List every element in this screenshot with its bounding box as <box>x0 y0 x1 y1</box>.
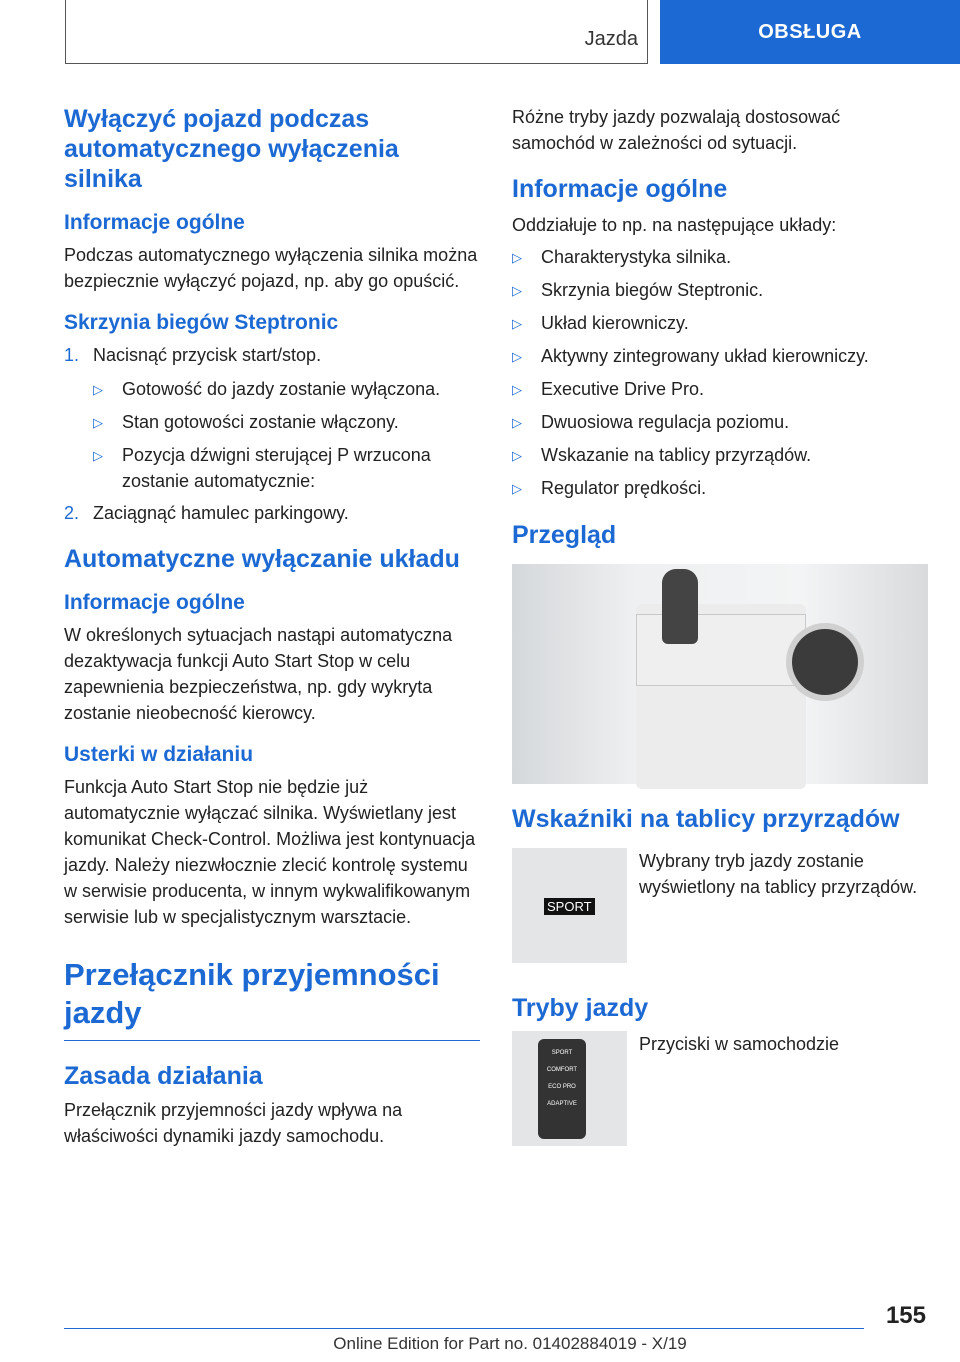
gear-lever <box>662 569 698 644</box>
list-item: ▷ Pozycja dźwigni sterującej P wrzucona zostanie automatycznie: <box>93 442 480 494</box>
list-item: ▷ Regulator prędkości. <box>512 475 928 502</box>
triangle-bullet-icon: ▷ <box>512 316 522 331</box>
heading-switch-off: Wyłączyć pojazd podczas automatycznego wyłączenia silnika <box>64 105 399 193</box>
step-2 <box>64 500 480 526</box>
paragraph-buttons: Przyciski w samochodzie <box>639 1034 840 1054</box>
systems-list <box>512 244 928 502</box>
mode-sport-label: SPORT <box>551 1050 573 1056</box>
header-frame <box>65 0 648 64</box>
heading-general-info-right: Informacje ogólne <box>512 175 728 203</box>
triangle-bullet-icon: ▷ <box>512 283 522 298</box>
section-divider <box>64 1040 480 1041</box>
heading-overview: Przegląd <box>512 521 617 549</box>
footer-edition: Online Edition for Part no. 01402884019 - X/19 <box>333 1334 687 1353</box>
instrument-display-row <box>512 848 928 963</box>
paragraph-instrument-display: Wybrany tryb jazdy zostanie wyświetlony na tablicy przyrządów. <box>639 851 918 897</box>
footer-divider <box>64 1328 864 1329</box>
mode-buttons-image <box>512 1031 627 1146</box>
triangle-bullet-icon: ▷ <box>512 349 522 364</box>
list-item: ▷ Dwuosiowa regulacja poziomu. <box>512 409 928 436</box>
step-number: 1. <box>64 345 80 365</box>
list-item: ▷ Charakterystyka silnika. <box>512 244 928 271</box>
paragraph-auto-deactivation: W określonych sytuacjach nastąpi automatyczna dezaktywacja funkcji Auto Start Stop w celu zapewnienia bezpieczeństwa, np. gdy wykryta zostanie nieobecność kierowcy. <box>64 625 453 723</box>
list-item: ▷ Stan gotowości zostanie włączony. <box>93 409 480 436</box>
triangle-bullet-icon: ▷ <box>512 250 522 265</box>
controller-knob <box>792 629 858 695</box>
mode-adaptive-label: ADAPTIVE <box>547 1101 577 1107</box>
step-1-bullets <box>64 376 480 494</box>
mode-button-strip <box>538 1039 586 1139</box>
triangle-bullet-icon: ▷ <box>512 415 522 430</box>
right-column <box>512 104 928 1176</box>
list-item: ▷ Układ kierowniczy. <box>512 310 928 337</box>
driving-modes-row <box>512 1031 928 1146</box>
sport-badge: SPORT <box>544 898 595 915</box>
heading-general-info: Informacje ogólne <box>64 211 245 234</box>
heading-auto-deactivation: Automatyczne wyłączanie układu <box>64 545 460 573</box>
paragraph-general-info: Podczas automatycznego wyłączenia silnika można bezpiecznie wyłączyć pojazd, np. aby go opuścić. <box>64 245 478 291</box>
sport-display-image <box>512 848 627 963</box>
section-title: Jazda <box>584 28 638 50</box>
step-text: Zaciągnąć hamulec parkingowy. <box>93 503 349 523</box>
heading-steptronic: Skrzynia biegów Steptronic <box>64 311 339 334</box>
list-item: ▷ Wskazanie na tablicy przyrządów. <box>512 442 928 469</box>
triangle-bullet-icon: ▷ <box>93 415 103 430</box>
triangle-bullet-icon: ▷ <box>512 382 522 397</box>
left-column <box>64 104 480 1155</box>
list-item: ▷ Aktywny zintegrowany układ kierowniczy. <box>512 343 928 370</box>
list-item: ▷ Skrzynia biegów Steptronic. <box>512 277 928 304</box>
paragraph-intro: Różne tryby jazdy pozwalają dostosować samochód w zależności od sytuacji. <box>512 107 841 153</box>
mode-ecopro-label: ECO PRO <box>548 1084 576 1090</box>
paragraph-principle: Przełącznik przyjemności jazdy wpływa na właściwości dynamiki jazdy samochodu. <box>64 1100 403 1146</box>
page-number: 155 <box>885 1302 926 1329</box>
heading-instrument-display: Wskaźniki na tablicy przyrządów <box>512 805 900 833</box>
heading-driving-modes: Tryby jazdy <box>512 994 649 1022</box>
center-console-photo <box>512 564 928 784</box>
triangle-bullet-icon: ▷ <box>512 481 522 496</box>
triangle-bullet-icon: ▷ <box>512 448 522 463</box>
triangle-bullet-icon: ▷ <box>93 382 103 397</box>
paragraph-affects: Oddziałuje to np. na następujące układy: <box>512 215 837 235</box>
chapter-tab[interactable]: OBSŁUGA <box>660 0 960 64</box>
triangle-bullet-icon: ▷ <box>93 448 103 463</box>
paragraph-malfunction: Funkcja Auto Start Stop nie będzie już automatycznie wyłączać silnika. Wyświetlany jest komunikat Check-Control. Możliwa jest kontynuacja jazdy. Należy niezwłocznie zlecić kontrolę systemu w serwisie producenta, w innym wykwalifikowanym serwisie lub w specjalistycznym warsztacie. <box>64 777 476 927</box>
mode-comfort-label: COMFORT <box>546 1067 578 1073</box>
list-item: ▷ Executive Drive Pro. <box>512 376 928 403</box>
step-text: Nacisnąć przycisk start/stop. <box>93 345 322 365</box>
heading-principle: Zasada działania <box>64 1062 263 1090</box>
heading-driving-experience-switch: Przełącznik przyjemności jazdy <box>64 957 440 1030</box>
step-1 <box>64 342 480 368</box>
list-item: ▷ Gotowość do jazdy zostanie wyłączona. <box>93 376 480 403</box>
step-number: 2. <box>64 503 80 523</box>
heading-malfunction: Usterki w działaniu <box>64 743 254 766</box>
heading-general-info-2: Informacje ogólne <box>64 591 245 614</box>
